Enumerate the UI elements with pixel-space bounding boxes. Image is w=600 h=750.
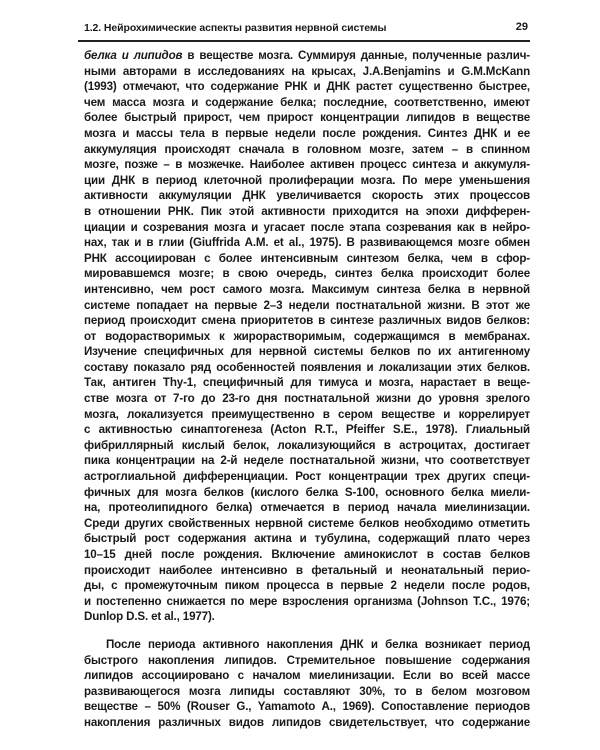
text-line: составу показало ряд особенностей появления и локализации этих белков. bbox=[84, 360, 530, 374]
text-line: происходит наиболее интенсивно в фетальный и неонатальный перио- bbox=[84, 563, 530, 577]
text-line: накопления различных видов липидов свидетельствует, что содержание bbox=[84, 715, 530, 729]
text-line: активности аккумуляции ДНК увеличивается скорость этих процессов bbox=[84, 189, 530, 203]
running-head: 1.2. Нейрохимические аспекты развития нервной системы bbox=[84, 22, 387, 34]
body-text bbox=[84, 48, 530, 731]
text-line: нах, так и в глии (Giuffrida A.M. et al., 1975). В развивающемся мозге обмен bbox=[84, 236, 530, 250]
text-line: мозга и массы тела в первые недели после рождения. Синтез ДНК и ее bbox=[84, 126, 530, 140]
text-line: Так, антиген Thy-1, специфичный для тимуса и мозга, нарастает в веще- bbox=[84, 376, 530, 390]
text-line: фибриллярный кислый белок, локализующийся в астроцитах, достигает bbox=[84, 438, 530, 452]
text-line: циации и созревания мозга и угасает после этапа созревания как в нейро- bbox=[84, 220, 530, 234]
text-line: аккумуляция происходят сначала в головном мозге, затем – в спинном bbox=[84, 142, 530, 156]
paragraph-2 bbox=[84, 637, 530, 731]
text-line: быстрый рост содержания актина и тубулина, содержащий плато через bbox=[84, 532, 530, 546]
paragraph-gap bbox=[84, 625, 530, 637]
text-line: период происходит смена приоритетов в синтезе различных видов белков: bbox=[84, 314, 530, 328]
text-line: и постепенно снижается по мере взросления организма (Johnson T.C., 1976; bbox=[84, 594, 530, 608]
text-line: быстрого накопления липидов. Стремительное повышение содержания bbox=[84, 653, 530, 667]
text-line: более быстрый прирост, чем прирост концентрации липидов в веществе bbox=[84, 111, 530, 125]
text-line: мировавшемся мозге; в свою очередь, синтез белка происходит более bbox=[84, 267, 530, 281]
text-line: ции ДНК в период клеточной пролиферации мозга. По мере уменьшения bbox=[84, 173, 530, 187]
text-line: белка и липидов в веществе мозга. Суммируя данные, полученные различ- bbox=[84, 49, 530, 62]
text-line: Среди других свойственных нервной системе белков необходимо отметить bbox=[84, 516, 530, 530]
paragraph-1 bbox=[84, 48, 530, 625]
text-line: в отношении РНК. Пик этой активности приходится на эпохи дифферен- bbox=[84, 204, 530, 218]
text-line: После периода активного накопления ДНК и белка возникает период bbox=[106, 637, 530, 651]
text-line: фичных для мозга белков (кислого белка S-100, основного белка миели- bbox=[84, 485, 530, 499]
text-line: Изучение специфичных для нервной системы белков по их антигенному bbox=[84, 345, 530, 359]
text-line: Dunlop D.S. et al., 1977). bbox=[84, 610, 215, 624]
text-line: от водорастворимых к жирорастворимым, содержащимся в мембранах. bbox=[84, 329, 530, 343]
text-line: мозге, позже – в мозжечке. Наиболее активен процесс синтеза и аккумуля- bbox=[84, 158, 530, 172]
text-line: ды, с промежуточным пиком процесса в первые 2 недели после родов, bbox=[84, 579, 530, 593]
text-line: (1993) отмечают, что содержание РНК и ДНК растет существенно быстрее, bbox=[84, 80, 530, 94]
italic-lead: белка и липидов bbox=[84, 49, 183, 62]
text-line: липидов ассоциировано с началом миелинизации. Если во всей массе bbox=[84, 669, 530, 683]
text-line: развивающегося мозга липиды составляют 30%, то в белом мозговом bbox=[84, 684, 530, 698]
text-line: ными авторами в исследованиях на крысах, J.A.Benjamins и G.M.McKann bbox=[84, 64, 530, 78]
text-line: РНК ассоциирован с более интенсивным синтезом белка, чем в сфор- bbox=[84, 251, 530, 265]
text-line: на, протеолипидного белка) отмечается в период начала миелинизации. bbox=[84, 501, 530, 515]
text-line: с активностью синаптогенеза (Acton R.T., Pfeiffer S.E., 1978). Глиальный bbox=[84, 423, 530, 437]
text-line: веществе – 50% (Rouser G., Yamamoto A., 1969). Сопоставление периодов bbox=[84, 700, 530, 714]
text-line: системе попадает на первые 2–3 недели постнатальной жизни. В этот же bbox=[84, 298, 530, 312]
text-line: 10–15 дней после рождения. Включение аминокислот в состав белков bbox=[84, 548, 530, 561]
text-line: астроглиальной дифференциации. Рост концентрации трех других специ- bbox=[84, 470, 530, 484]
text-line: пика концентрации на 2-й неделе постнатальной жизни, что соответствует bbox=[84, 454, 530, 468]
text-line: стве мозга от 7-го до 23-го дня постнатальной жизни до уровня зрелого bbox=[84, 392, 530, 406]
text-line: интенсивно, чем рост самого мозга. Максимум синтеза белка в нервной bbox=[84, 282, 530, 296]
text-line: чем масса мозга и содержание белка; последние, соответственно, имеют bbox=[84, 95, 530, 109]
page-number: 29 bbox=[515, 21, 528, 33]
text-line: мозга, локализуется преимущественно в сером веществе и коррелирует bbox=[84, 407, 530, 421]
page-header bbox=[78, 14, 530, 42]
